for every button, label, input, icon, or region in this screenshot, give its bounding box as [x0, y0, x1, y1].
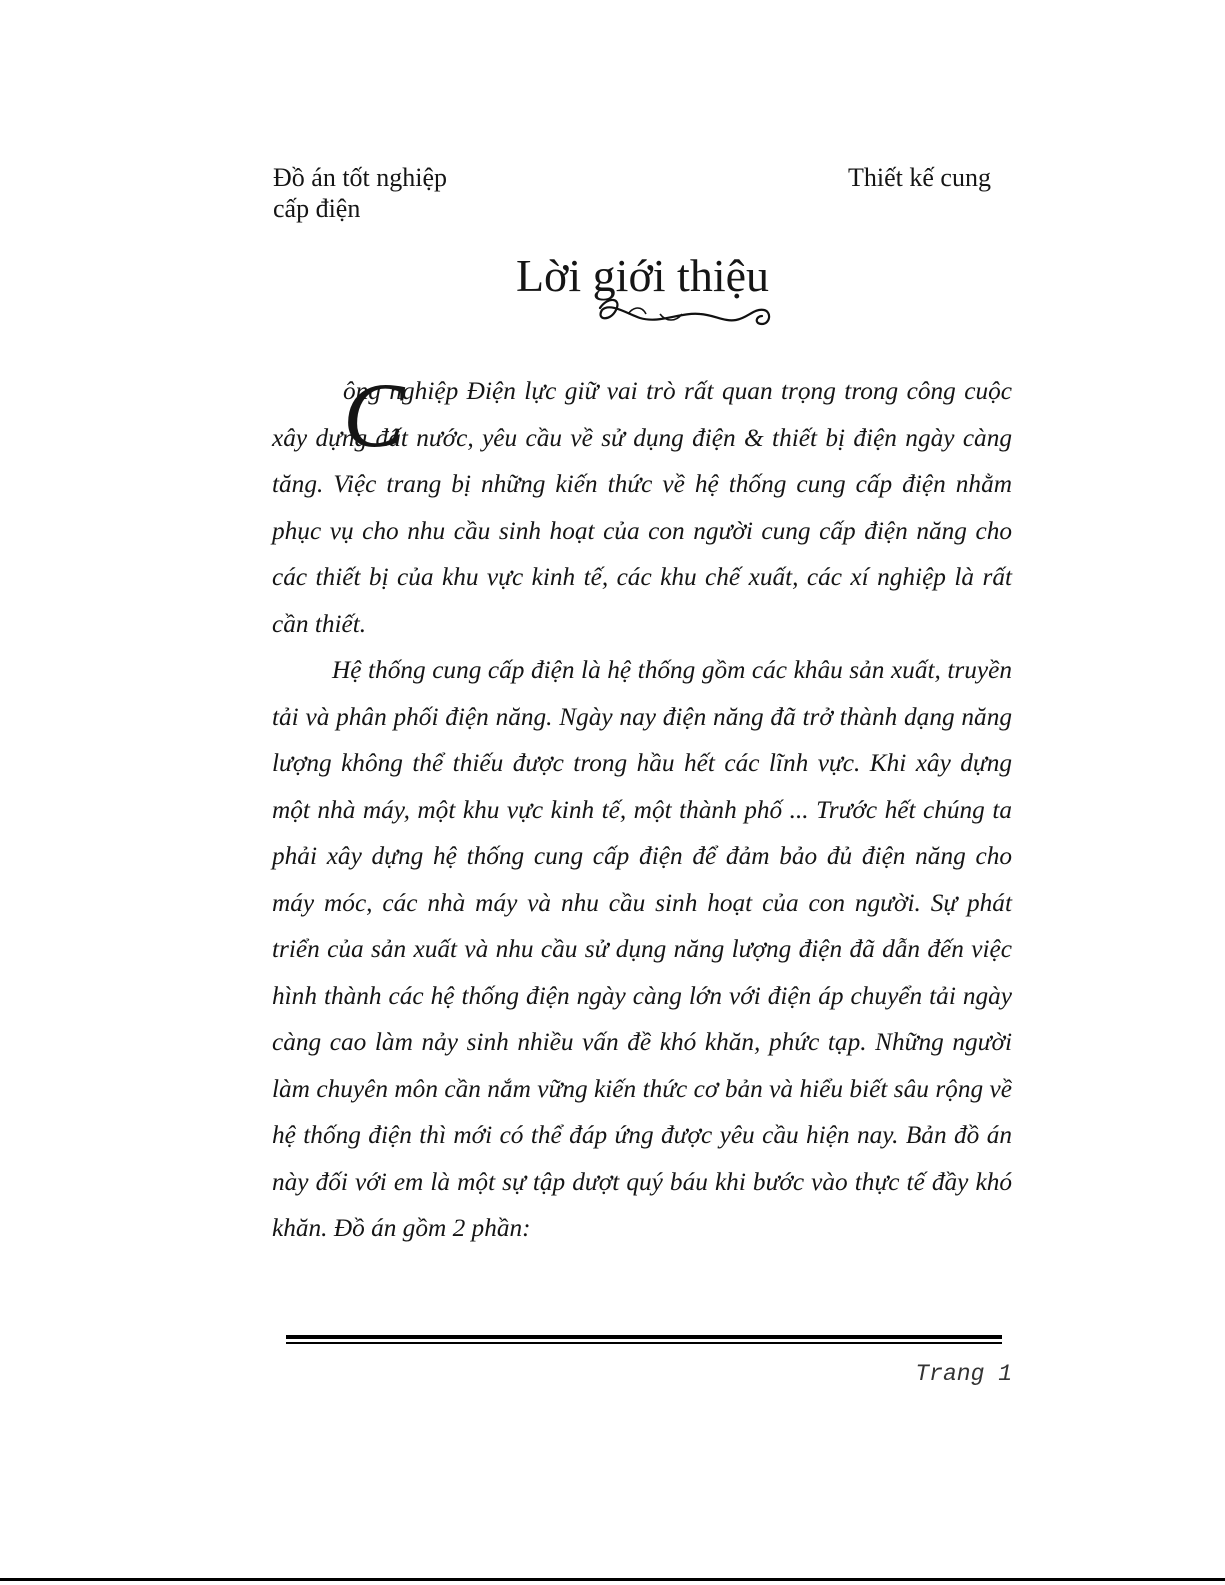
page-title: Lời giới thiệu	[515, 250, 770, 301]
title-block	[470, 248, 815, 328]
page-bottom-border	[0, 1578, 1225, 1581]
page-number: Trang 1	[915, 1361, 1012, 1387]
paragraph-intro	[272, 364, 1012, 647]
header-right: Thiết kế cung	[848, 163, 991, 192]
paragraph-main: Hệ thống cung cấp điện là hệ thống gồm các khâu sản xuất, truyền tải và phân phối điện năng. Ngày nay điện năng đã trở thành dạng năng lượng không thể thiếu được trong hầu hết các lĩnh vực. Khi xây dựng một nhà máy, một khu vực kinh tế, một thành phố ... Trước hết chúng ta phải xây dựng hệ thống cung cấp điện để đảm bảo đủ điện năng cho máy móc, các nhà máy và nhu cầu sinh hoạt của con người. Sự phát triển của sản xuất và nhu cầu sử dụng năng lượng điện đã dẫn đến việc hình thành các hệ thống điện ngày càng lớn với điện áp chuyển tải ngày càng cao làm nảy sinh nhiều vấn đề khó khăn, phức tạp. Những người làm chuyên môn cần nắm vững kiến thức cơ bản và hiểu biết sâu rộng về hệ thống điện thì mới có thể đáp ứng được yêu cầu hiện nay. Bản đồ án này đối với em là một sự tập dượt quý báu khi bước vào thực tế đầy khó khăn. Đồ án gồm 2 phần:	[272, 656, 1012, 1242]
header-left: Đồ án tốt nghiệp cấp điện	[273, 163, 448, 223]
footer-double-rule	[286, 1335, 1004, 1347]
title-swash-ornament	[510, 290, 780, 330]
body-text	[272, 364, 1012, 1252]
paragraph-intro-text: ông nghiệp Điện lực giữ vai trò rất quan trọng trong công cuộc xây dựng đất nước, yêu cầu về sử dụng điện & thiết bị điện ngày càng tăng. Việc trang bị những kiến thức về hệ thống cung cấp điện nhằm phục vụ cho nhu cầu sinh hoạt của con người cung cấp điện năng cho các thiết bị của khu vực kinh tế, các khu chế xuất, các xí nghiệp là rất cần thiết.	[272, 377, 1012, 638]
drop-cap: C	[343, 364, 405, 466]
